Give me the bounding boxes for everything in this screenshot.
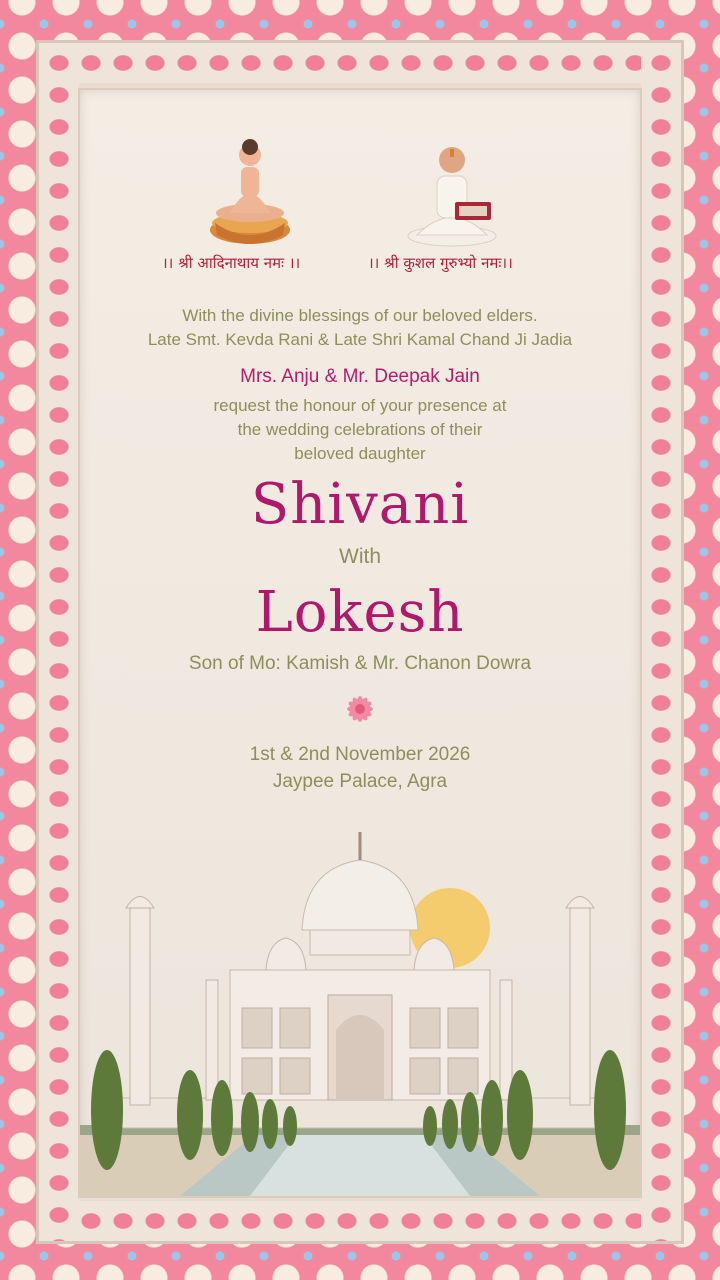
guru-icon (405, 140, 500, 250)
jaali-bottom (39, 1201, 681, 1241)
hosts-names: Mrs. Anju & Mr. Deepak Jain (240, 366, 480, 387)
request-line-3: beloved daughter (294, 444, 426, 463)
taj-mahal-illustration (80, 830, 640, 1196)
flower-icon (343, 692, 377, 726)
blessing-line-1: With the divine blessings of our beloved elders. (182, 306, 538, 325)
groom-parents: Son of Mo: Kamish & Mr. Chanon Dowra (188, 653, 532, 674)
blessing-line-2: Late Smt. Kevda Rani & Late Shri Kamal Chand Ji Jadia (147, 330, 573, 349)
jaali-top (39, 43, 681, 83)
mantra-right: ।। श्री कुशल गुरुभ्यो नमः।। (368, 254, 513, 272)
bride-name: Shivani (250, 472, 470, 537)
jain-tirthankara-icon (205, 135, 295, 250)
request-line-1: request the honour of your presence at (213, 396, 507, 415)
event-venue: Jaypee Palace, Agra (272, 771, 448, 792)
with-label: With (339, 545, 381, 568)
event-dates: 1st & 2nd November 2026 (249, 744, 471, 765)
groom-name: Lokesh (255, 580, 465, 645)
request-line-2: the wedding celebrations of their (237, 420, 483, 439)
mantra-left: ।। श्री आदिनाथाय नमः ।। (162, 254, 301, 272)
